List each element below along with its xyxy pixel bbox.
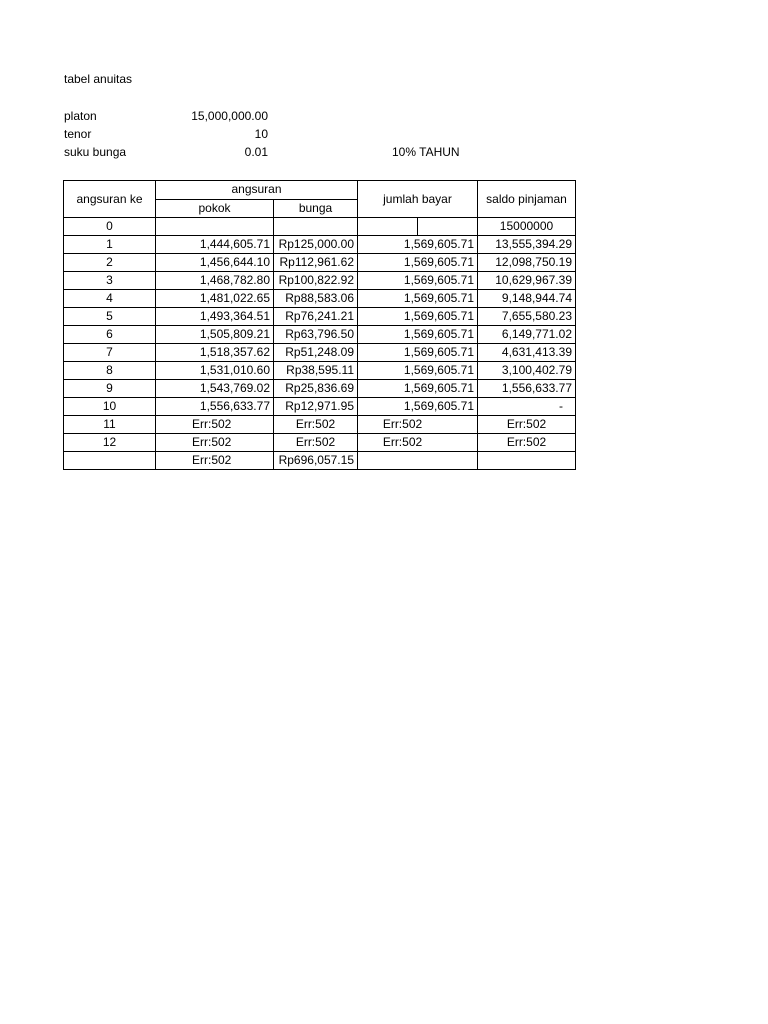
row-jumlah-bayar: Err:502	[358, 434, 478, 452]
row-bunga: Rp125,000.00	[274, 236, 358, 254]
platon-label: platon	[64, 109, 97, 123]
row-angsuran-ke: 2	[64, 254, 156, 272]
header-bunga: bunga	[274, 199, 358, 218]
header-angsuran: angsuran	[156, 181, 358, 200]
row-angsuran-ke: 7	[64, 344, 156, 362]
row-jumlah-bayar: 1,569,605.71	[358, 398, 478, 416]
table-row	[64, 434, 576, 452]
row-bunga: Rp63,796.50	[274, 326, 358, 344]
table-row	[64, 254, 576, 272]
table-row	[64, 308, 576, 326]
row-pokok: 1,481,022.65	[156, 290, 274, 308]
table-row	[64, 290, 576, 308]
row-bunga: Rp100,822.92	[274, 272, 358, 290]
row-saldo: 4,631,413.39	[478, 344, 576, 362]
table-row	[64, 236, 576, 254]
row-saldo: Err:502	[478, 434, 576, 452]
row-angsuran-ke: 10	[64, 398, 156, 416]
annuity-table	[63, 180, 576, 470]
row-jumlah-bayar: 1,569,605.71	[358, 254, 478, 272]
row-saldo: 10,629,967.39	[478, 272, 576, 290]
table-row	[64, 326, 576, 344]
row-angsuran-ke: 0	[64, 218, 156, 236]
row-angsuran-ke: 9	[64, 380, 156, 398]
row-jumlah-bayar: 1,569,605.71	[358, 326, 478, 344]
row-pokok: 1,543,769.02	[156, 380, 274, 398]
row-jumlah-bayar-left	[358, 218, 418, 236]
row-bunga: Rp88,583.06	[274, 290, 358, 308]
row-jumlah-bayar: 1,569,605.71	[358, 308, 478, 326]
row-pokok: 1,456,644.10	[156, 254, 274, 272]
header-pokok: pokok	[156, 199, 274, 218]
row-saldo: 13,555,394.29	[478, 236, 576, 254]
row-bunga: Rp112,961.62	[274, 254, 358, 272]
row-bunga: Err:502	[274, 434, 358, 452]
table-row	[64, 416, 576, 434]
total-saldo	[478, 452, 576, 470]
row-pokok: 1,556,633.77	[156, 398, 274, 416]
row-angsuran-ke: 12	[64, 434, 156, 452]
row-pokok: 1,531,010.60	[156, 362, 274, 380]
header-row	[64, 181, 576, 200]
row-jumlah-bayar: 1,569,605.71	[358, 362, 478, 380]
row-pokok: Err:502	[156, 434, 274, 452]
row-jumlah-bayar-right	[418, 218, 478, 236]
row-bunga: Rp25,836.69	[274, 380, 358, 398]
row-angsuran-ke: 3	[64, 272, 156, 290]
row-angsuran-ke: 8	[64, 362, 156, 380]
suku-bunga-label: suku bunga	[64, 145, 127, 159]
row-angsuran-ke: 6	[64, 326, 156, 344]
table-row	[64, 362, 576, 380]
row-angsuran-ke: 11	[64, 416, 156, 434]
row-pokok: 1,505,809.21	[156, 326, 274, 344]
row-saldo: 1,556,633.77	[478, 380, 576, 398]
row-saldo: 12,098,750.19	[478, 254, 576, 272]
header-jumlah-bayar: jumlah bayar	[358, 181, 478, 218]
row-angsuran-ke: 4	[64, 290, 156, 308]
total-angsuran-ke	[64, 452, 156, 470]
table-row	[64, 344, 576, 362]
header-angsuran-ke: angsuran ke	[64, 181, 156, 218]
row-jumlah-bayar: 1,569,605.71	[358, 380, 478, 398]
row-bunga: Rp76,241.21	[274, 308, 358, 326]
total-pokok: Err:502	[156, 452, 274, 470]
row-saldo: -	[478, 398, 576, 416]
row-saldo: 6,149,771.02	[478, 326, 576, 344]
row-bunga: Err:502	[274, 416, 358, 434]
sheet-title: tabel anuitas	[64, 72, 133, 86]
table-row	[64, 380, 576, 398]
table-row	[64, 218, 576, 236]
row-bunga: Rp51,248.09	[274, 344, 358, 362]
row-pokok: Err:502	[156, 416, 274, 434]
row-bunga: Rp38,595.11	[274, 362, 358, 380]
row-pokok: 1,444,605.71	[156, 236, 274, 254]
tenor-value: 10	[254, 127, 268, 141]
table-row	[64, 398, 576, 416]
row-angsuran-ke: 1	[64, 236, 156, 254]
row-pokok: 1,468,782.80	[156, 272, 274, 290]
row-pokok: 1,493,364.51	[156, 308, 274, 326]
row-jumlah-bayar: 1,569,605.71	[358, 290, 478, 308]
row-saldo: 15000000	[478, 218, 576, 236]
suku-bunga-value: 0.01	[244, 145, 268, 159]
table-row	[64, 272, 576, 290]
row-jumlah-bayar: 1,569,605.71	[358, 344, 478, 362]
suku-bunga-note: 10% TAHUN	[392, 145, 460, 159]
total-jumlah-bayar	[358, 452, 478, 470]
row-pokok: 1,518,357.62	[156, 344, 274, 362]
platon-value: 15,000,000.00	[191, 109, 268, 123]
row-saldo: 3,100,402.79	[478, 362, 576, 380]
total-row	[64, 452, 576, 470]
row-angsuran-ke: 5	[64, 308, 156, 326]
row-bunga	[274, 218, 358, 236]
total-bunga: Rp696,057.15	[274, 452, 358, 470]
row-jumlah-bayar: 1,569,605.71	[358, 236, 478, 254]
row-saldo: 7,655,580.23	[478, 308, 576, 326]
row-pokok	[156, 218, 274, 236]
row-jumlah-bayar: Err:502	[358, 416, 478, 434]
tenor-label: tenor	[64, 127, 92, 141]
header-saldo-pinjaman: saldo pinjaman	[478, 181, 576, 218]
row-bunga: Rp12,971.95	[274, 398, 358, 416]
row-jumlah-bayar: 1,569,605.71	[358, 272, 478, 290]
row-saldo: Err:502	[478, 416, 576, 434]
row-saldo: 9,148,944.74	[478, 290, 576, 308]
